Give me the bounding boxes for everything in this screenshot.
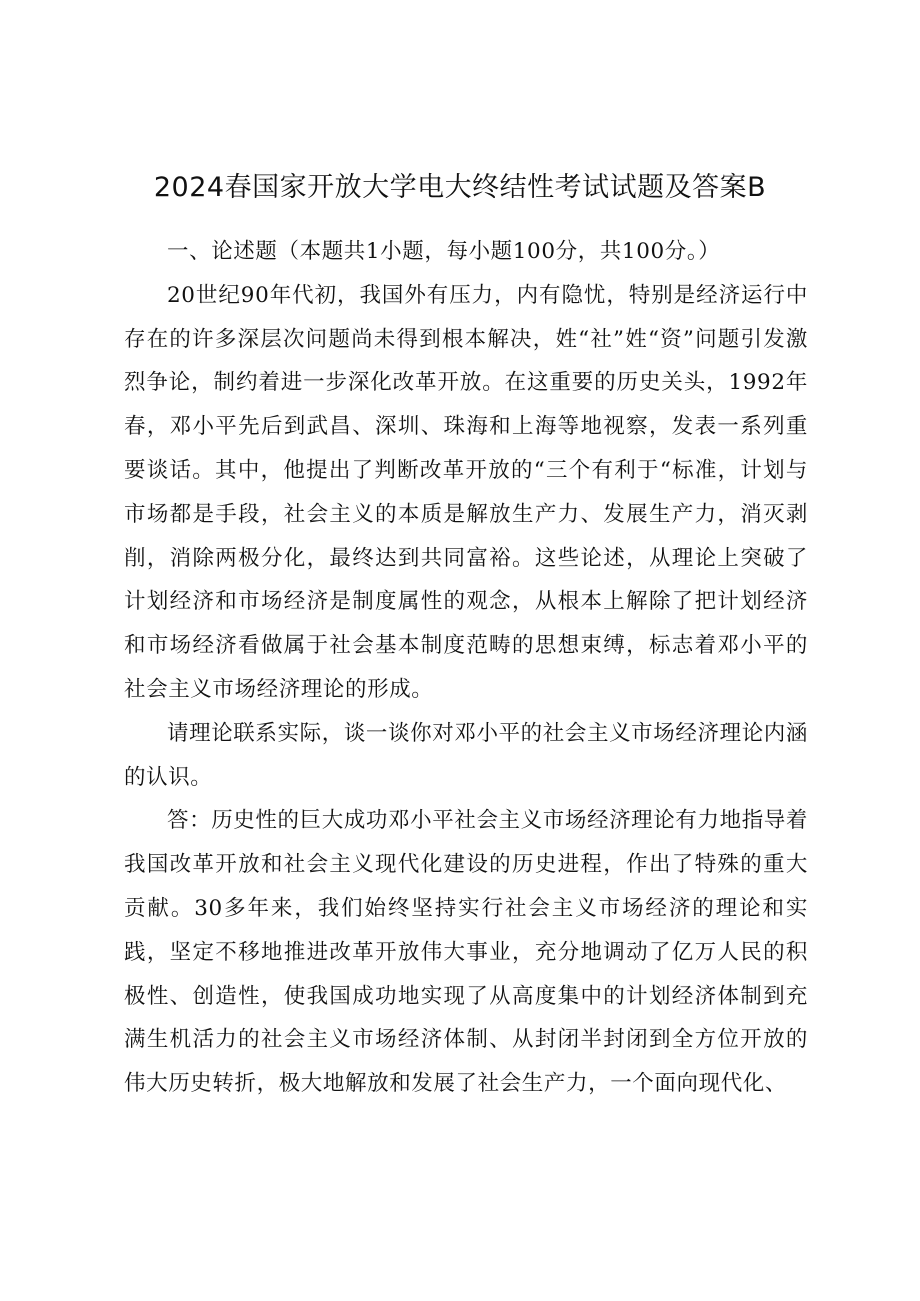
answer-paragraph: 答：历史性的巨大成功邓小平社会主义市场经济理论有力地指导着我国改革开放和社会主义现代化建设的历史进程，作出了特殊的重大贡献。30多年来，我们始终坚持实行社会主义市场经济的理论和实践，坚定不移地推进改革开放伟大事业，充分地调动了亿万人民的积极性、创造性，使我国成功地实现了从高度集中的计划经济体制到充满生机活力的社会主义市场经济体制、从封闭半封闭到全方位开放的伟大历史转折，极大地解放和发展了社会生产力，一个面向现代化、: [124, 808, 808, 1097]
document-title: 2024春国家开放大学电大终结性考试试题及答案B: [153, 172, 767, 203]
document-body: [124, 230, 808, 1106]
section-heading: 一、论述题（本题共1小题，每小题100分，共100分。）: [167, 239, 721, 264]
question-background-paragraph: 20世纪90年代初，我国外有压力，内有隐忧，特别是经济运行中存在的许多深层次问题尚未得到根本解决，姓“社”姓“资”问题引发激烈争论，制约着进一步深化改革开放。在这重要的历史关头，1992年春，邓小平先后到武昌、深圳、珠海和上海等地视察，发表一系列重要谈话。其中，他提出了判断改革开放的“三个有利于“标准，计划与市场都是手段，社会主义的本质是解放生产力、发展生产力，消灭剥削，消除两极分化，最终达到共同富裕。这些论述，从理论上突破了计划经济和市场经济是制度属性的观念，从根本上解除了把计划经济和市场经济看做属于社会基本制度范畴的思想束缚，标志着邓小平的社会主义市场经济理论的形成。: [124, 282, 808, 702]
question-prompt-paragraph: 请理论联系实际，谈一谈你对邓小平的社会主义市场经济理论内涵的认识。: [124, 720, 808, 790]
